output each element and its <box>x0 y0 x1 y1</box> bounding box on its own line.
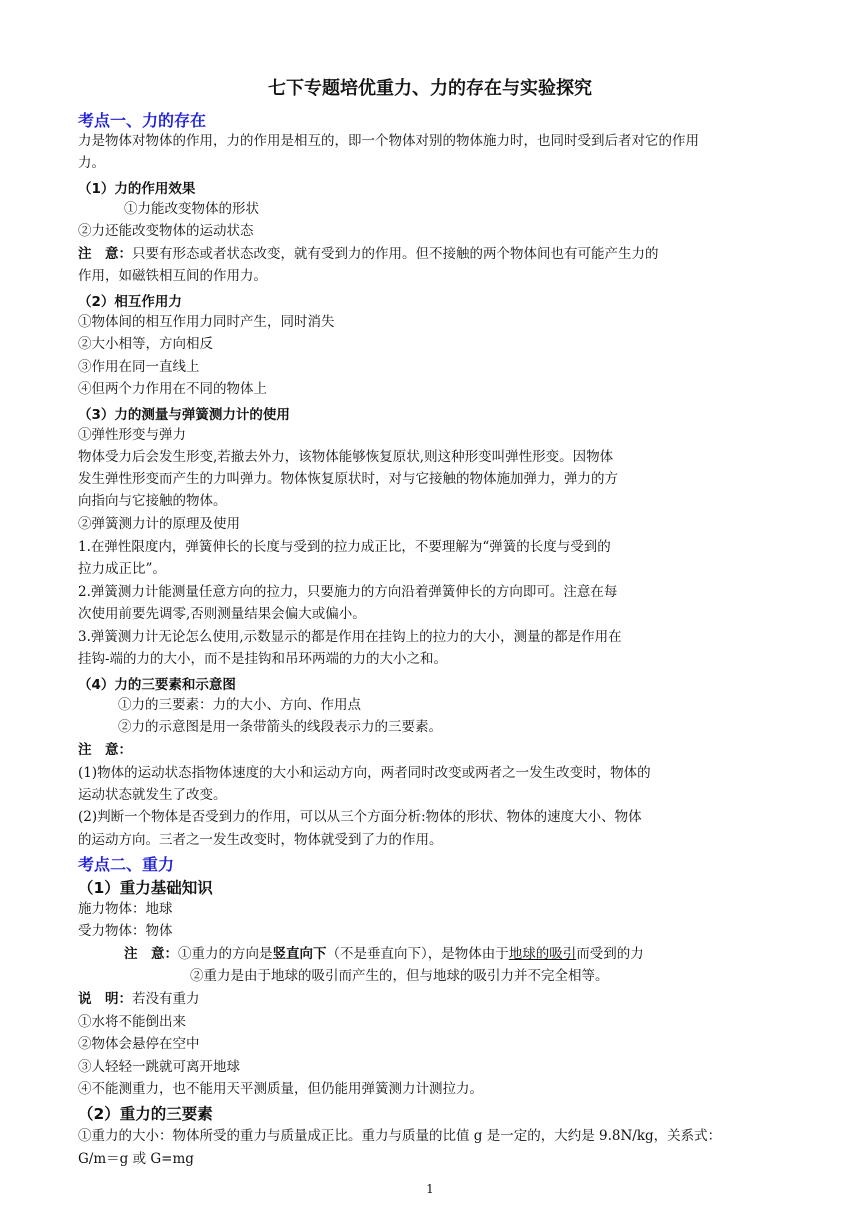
subheading-gravity-three-elements: （2）重力的三要素 <box>78 1105 213 1123</box>
paragraph-line: 力。 <box>78 155 105 171</box>
paragraph-line: 拉力成正比”。 <box>78 561 166 577</box>
note-text: 只要有形态或者状态改变，就有受到力的作用。但不接触的两个物体间也有可能产生力的 <box>132 246 659 262</box>
note-label: 注 意： <box>78 246 132 262</box>
underlined-text: 地球的吸引 <box>508 946 577 962</box>
note-line: 作用，如磁铁相互间的作用力。 <box>78 268 267 284</box>
paragraph-line: 2.弹簧测力计能测量任意方向的拉力，只要施力的方向沿着弹簧伸长的方向即可。注意在每 <box>78 584 618 600</box>
list-item: ①力能改变物体的形状 <box>124 201 259 217</box>
list-item: ④不能测重力，也不能用天平测质量，但仍能用弹簧测力计测拉力。 <box>78 1081 483 1097</box>
subheading-effect: （1）力的作用效果 <box>78 181 196 197</box>
paragraph-line: ①重力的大小：物体所受的重力与质量成正比。重力与质量的比值 g 是一定的，大约是 9.8N/kg，关系式： <box>78 1128 722 1144</box>
page-number: 1 <box>426 1182 434 1196</box>
paragraph-line: 施力物体：地球 <box>78 901 173 917</box>
paragraph-line: 物体受力后会发生形变,若撤去外力，该物体能够恢复原状,则这种形变叫弹性形变。因物体 <box>78 449 614 465</box>
list-item: ④但两个力作用在不同的物体上 <box>78 381 267 397</box>
note-line: 注 意：①重力的方向是竖直向下（不是垂直向下），是物体由于地球的吸引而受到的力 <box>124 946 644 962</box>
list-item: ②物体会悬停在空中 <box>78 1036 200 1052</box>
note-label: 注 意： <box>78 742 132 758</box>
paragraph-line: G/m＝g 或 G=mg <box>78 1151 194 1167</box>
note-line: (1)物体的运动状态指物体速度的大小和运动方向，两者同时改变或两者之一发生改变时，物体的 <box>78 765 651 781</box>
list-item: ②大小相等，方向相反 <box>78 336 213 352</box>
paragraph-line: 3.弹簧测力计无论怎么使用,示数显示的都是作用在挂钩上的拉力的大小，测量的都是作用在 <box>78 629 622 645</box>
note-line: 的运动方向。三者之一发生改变时，物体就受到了力的作用。 <box>78 832 443 848</box>
paragraph-line: 次使用前要先调零,否则测量结果会偏大或偏小。 <box>78 606 366 622</box>
subheading-mutual: （2）相互作用力 <box>78 294 182 310</box>
section-heading-force-existence: 考点一、力的存在 <box>78 111 207 130</box>
list-item: ③人轻轻一跳就可离开地球 <box>78 1059 240 1075</box>
paragraph-line: ②弹簧测力计的原理及使用 <box>78 516 240 532</box>
paragraph-line: 发生弹性形变而产生的力叫弹力。物体恢复原状时，对与它接触的物体施加弹力，弹力的方 <box>78 471 618 487</box>
section-heading-gravity: 考点二、重力 <box>78 855 175 874</box>
note-line <box>78 245 659 263</box>
paragraph-line: 挂钩-端的力的大小，而不是挂钩和吊环两端的力的大小之和。 <box>78 651 448 667</box>
paragraph-line: 向指向与它接触的物体。 <box>78 493 227 509</box>
paragraph-line: 受力物体：物体 <box>78 923 173 939</box>
emphasis-text: 竖直向下 <box>272 946 327 962</box>
note-label: 注 意： <box>124 946 178 962</box>
note-line: 运动状态就发生了改变。 <box>78 787 227 803</box>
note-line: (2)判断一个物体是否受到力的作用，可以从三个方面分析:物体的形状、物体的速度大小、物体 <box>78 809 642 825</box>
list-item: ②力的示意图是用一条带箭头的线段表示力的三要素。 <box>118 719 442 735</box>
paragraph-line: ①弹性形变与弹力 <box>78 427 186 443</box>
subheading-gravity-basics: （1）重力基础知识 <box>78 879 213 897</box>
paragraph-line: 力是物体对物体的作用，力的作用是相互的，即一个物体对别的物体施力时，也同时受到后者对它的作用 <box>78 133 699 149</box>
note-line: ②重力是由于地球的吸引而产生的，但与地球的吸引力并不完全相等。 <box>190 968 609 984</box>
page-title: 七下专题培优重力、力的存在与实验探究 <box>268 78 592 99</box>
list-item: ②力还能改变物体的运动状态 <box>78 223 254 239</box>
list-item: ①力的三要素：力的大小、方向、作用点 <box>118 697 361 713</box>
list-item: ③作用在同一直线上 <box>78 359 200 375</box>
list-item: ①水将不能倒出来 <box>78 1014 186 1030</box>
paragraph-line: 1.在弹性限度内，弹簧伸长的长度与受到的拉力成正比，不要理解为“弹簧的长度与受到的 <box>78 539 611 555</box>
subheading-measure: （3）力的测量与弹簧测力计的使用 <box>78 407 290 423</box>
list-item: ①物体间的相互作用力同时产生，同时消失 <box>78 314 335 330</box>
explain-line: 说 明：若没有重力 <box>78 991 200 1007</box>
subheading-three-elements: （4）力的三要素和示意图 <box>78 677 236 693</box>
explain-label: 说 明： <box>78 991 132 1007</box>
